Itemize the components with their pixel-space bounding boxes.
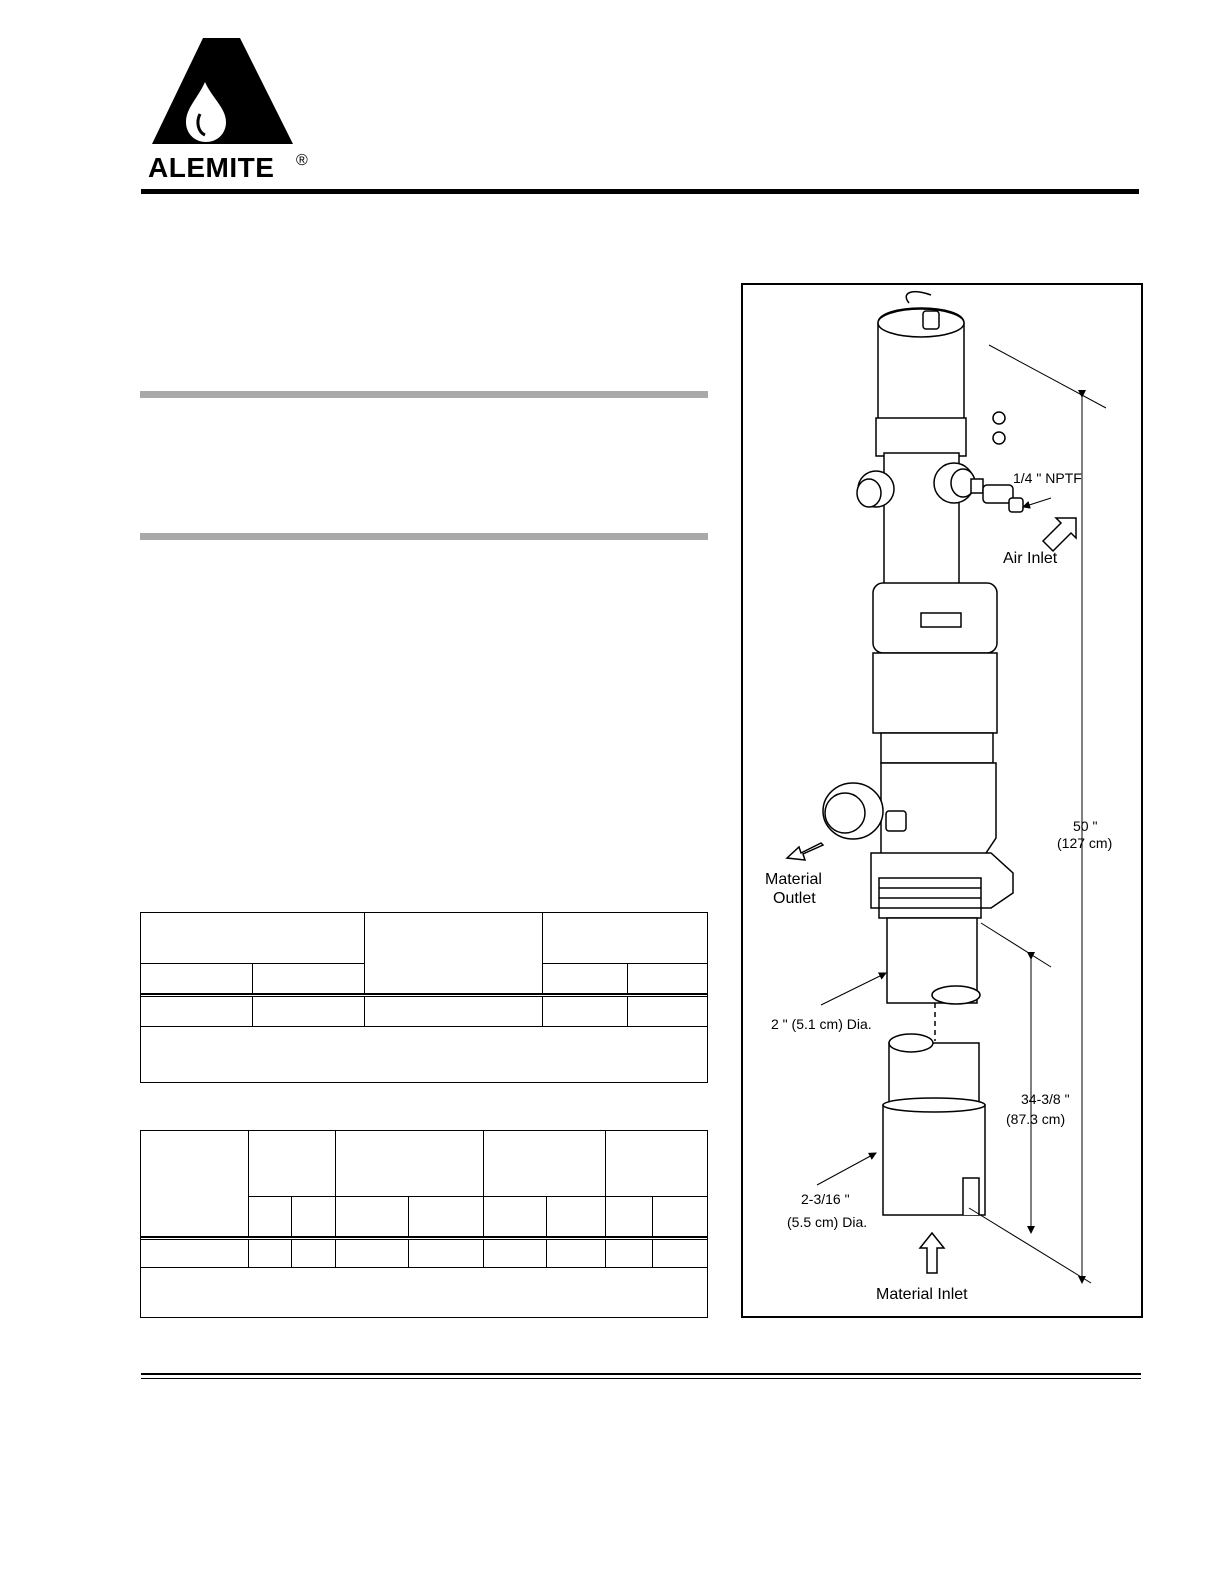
section-rule-1 [140, 391, 708, 398]
air-inlet-label: Air Inlet [1003, 550, 1058, 567]
pump-illustration [741, 283, 1143, 1318]
tube-diameter-label: 2 " (5.1 cm) Dia. [771, 1016, 872, 1032]
section-rule-2 [140, 533, 708, 540]
footer-rule [141, 1373, 1141, 1375]
spec-table-1 [140, 912, 708, 1083]
brand-name: ALEMITE [148, 152, 275, 183]
spec-table-2 [140, 1130, 708, 1318]
registered-mark: ® [296, 152, 308, 169]
tube-length-label-2: (87.3 cm) [1006, 1111, 1066, 1127]
material-inlet-label: Material Inlet [876, 1286, 968, 1303]
tube-length-label-1: 34-3/8 " [1021, 1091, 1070, 1107]
overall-height-label-2: (127 cm) [1057, 835, 1113, 851]
material-outlet-label-2: Outlet [773, 890, 816, 907]
footer-rule-thin [141, 1378, 1141, 1379]
overall-height-label-1: 50 " [1073, 818, 1098, 834]
header-rule [141, 189, 1139, 194]
air-fitting-label: 1/4 " NPTF [1013, 470, 1082, 486]
inlet-diameter-label-1: 2-3/16 " [801, 1191, 850, 1207]
inlet-diameter-label-2: (5.5 cm) Dia. [787, 1214, 868, 1230]
material-outlet-label-1: Material [765, 871, 822, 888]
